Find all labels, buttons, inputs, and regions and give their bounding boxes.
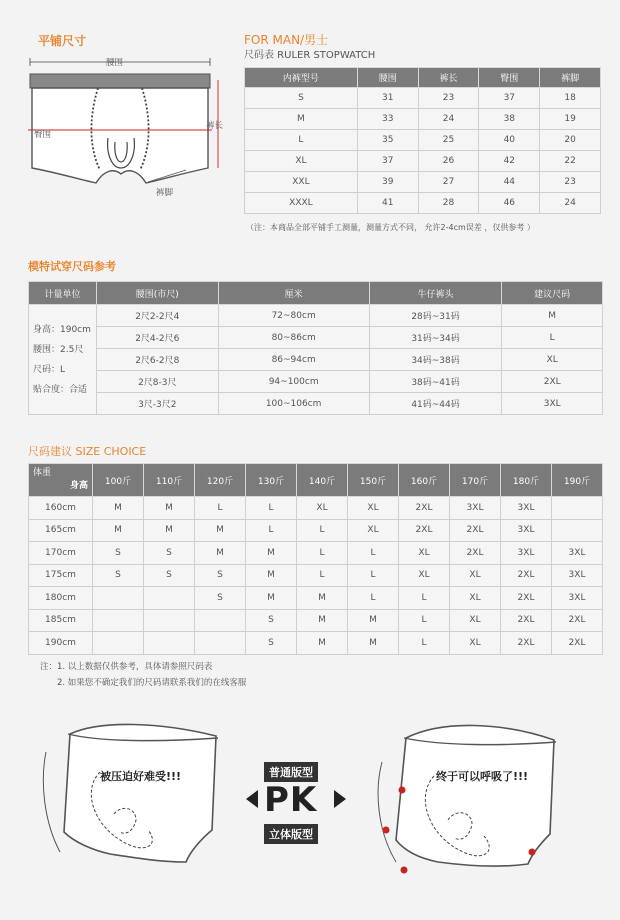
header-cn: 男士: [304, 33, 329, 47]
size-table-note: （注：本商品全部平铺手工测量，测量方式不同， 允许2-4cm误差 ，仅供参考 ）: [246, 223, 535, 232]
size-table-header: 腰围: [357, 68, 418, 88]
table-row: [245, 88, 601, 109]
size-choice-cell: S: [144, 542, 195, 565]
model-table-cell: 2尺4-2尺6: [97, 327, 219, 349]
height-cell: 170cm: [29, 542, 93, 565]
size-choice-cell: XL: [450, 632, 501, 655]
size-table-cell: 33: [357, 109, 418, 130]
size-choice-cell: [93, 609, 144, 632]
size-choice-cell: L: [348, 542, 399, 565]
size-choice-cell: L: [297, 542, 348, 565]
size-choice-cell: [144, 632, 195, 655]
size-choice-cell: 2XL: [501, 632, 552, 655]
size-choice-cell: 3XL: [450, 497, 501, 520]
size-choice-cell: L: [297, 519, 348, 542]
weight-header: 150斤: [348, 464, 399, 497]
corner-height-label: 身高: [69, 481, 88, 491]
right-arrow-icon: [334, 790, 346, 808]
weight-header: 170斤: [450, 464, 501, 497]
model-table-cell: 31码~34码: [369, 327, 502, 349]
regular-fit-text: 被压迫好难受!!!: [100, 770, 182, 783]
size-table-cell: XL: [245, 151, 358, 172]
size-table-cell: XXXL: [245, 193, 358, 214]
size-choice-cell: XL: [450, 587, 501, 610]
model-table: [28, 281, 603, 415]
regular-fit-label: 普通版型: [264, 762, 318, 782]
size-choice-cell: L: [348, 564, 399, 587]
size-table-cell: 41: [357, 193, 418, 214]
height-cell: 175cm: [29, 564, 93, 587]
table-row: [29, 542, 603, 565]
size-choice-cell: L: [195, 497, 246, 520]
size-choice-cell: [195, 632, 246, 655]
size-choice-cell: S: [93, 564, 144, 587]
size-table-cell: 18: [540, 88, 601, 109]
size-choice-cell: L: [246, 497, 297, 520]
size-table-cell: 28: [418, 193, 479, 214]
leg-label: 裤脚: [156, 188, 174, 198]
size-table-cell: 26: [418, 151, 479, 172]
model-table-cell: L: [502, 327, 603, 349]
model-info-line: 贴合度：合适: [33, 384, 88, 395]
pressure-dot: [529, 849, 536, 856]
size-choice-cell: XL: [399, 564, 450, 587]
size-table-cell: 46: [479, 193, 540, 214]
size-choice-note-1: 注：1. 以上数据仅供参考，具体请参照尺码表: [40, 662, 213, 672]
hip-label: 臀围: [34, 130, 52, 140]
model-info-line: 身高：190cm: [33, 324, 91, 335]
model-table-header: 厘米: [218, 282, 369, 305]
pressure-dot: [399, 787, 406, 794]
model-table-cell: 3XL: [502, 393, 603, 415]
model-table-header: 计量单位: [29, 282, 97, 305]
size-choice-cell: M: [144, 497, 195, 520]
size-table-cell: 42: [479, 151, 540, 172]
model-table-cell: 34码~38码: [369, 349, 502, 371]
table-row: [29, 305, 603, 327]
size-choice-cell: 3XL: [552, 542, 603, 565]
table-row: [29, 497, 603, 520]
size-choice-cell: S: [246, 609, 297, 632]
model-table-cell: 3尺-3尺2: [97, 393, 219, 415]
model-table-cell: 38码~41码: [369, 371, 502, 393]
table-row: [29, 587, 603, 610]
weight-height-corner: [29, 464, 93, 497]
size-choice-cell: 3XL: [552, 564, 603, 587]
size-choice-cell: 3XL: [501, 519, 552, 542]
model-table-cell: 72~80cm: [218, 305, 369, 327]
size-choice-cell: [93, 632, 144, 655]
model-table-cell: 2XL: [502, 371, 603, 393]
table-row: [245, 151, 601, 172]
size-choice-cell: M: [246, 542, 297, 565]
size-choice-cell: [552, 497, 603, 520]
size-table-cell: 31: [357, 88, 418, 109]
model-table-cell: 80~86cm: [218, 327, 369, 349]
table-row: [29, 349, 603, 371]
model-table-cell: 100~106cm: [218, 393, 369, 415]
model-info-cell: [29, 305, 97, 415]
size-choice-cell: L: [399, 587, 450, 610]
size-choice-cell: [93, 587, 144, 610]
3d-fit-label: 立体版型: [264, 824, 318, 844]
size-choice-cell: M: [195, 519, 246, 542]
model-table-header: 腰围(市尺): [97, 282, 219, 305]
weight-header: 140斤: [297, 464, 348, 497]
size-table-header: 臀围: [479, 68, 540, 88]
model-info-line: 尺码：L: [33, 364, 66, 375]
size-choice-cell: L: [399, 632, 450, 655]
size-table-cell: 23: [540, 172, 601, 193]
pressure-dot: [383, 827, 390, 834]
height-cell: 180cm: [29, 587, 93, 610]
table-row: [245, 172, 601, 193]
size-choice-cell: L: [348, 587, 399, 610]
size-choice-title: 尺码建议 SIZE CHOICE: [28, 445, 147, 458]
size-choice-cell: S: [195, 564, 246, 587]
table-row: [245, 109, 601, 130]
table-row: [245, 130, 601, 151]
size-choice-cell: S: [93, 542, 144, 565]
model-table-cell: 41码~44码: [369, 393, 502, 415]
size-choice-cell: L: [246, 519, 297, 542]
model-table-header: 牛仔裤头: [369, 282, 502, 305]
model-section-title: 模特试穿尺码参考: [28, 260, 116, 273]
size-choice-cell: M: [246, 587, 297, 610]
table-row: [29, 371, 603, 393]
size-choice-cell: 2XL: [450, 519, 501, 542]
size-table-cell: 35: [357, 130, 418, 151]
model-table-cell: 2尺6-2尺8: [97, 349, 219, 371]
size-table-cell: 24: [540, 193, 601, 214]
model-table-cell: XL: [502, 349, 603, 371]
weight-header: 100斤: [93, 464, 144, 497]
weight-header: 120斤: [195, 464, 246, 497]
size-table-cell: 44: [479, 172, 540, 193]
size-table-cell: 24: [418, 109, 479, 130]
size-choice-cell: [552, 519, 603, 542]
size-choice-cell: 2XL: [552, 632, 603, 655]
flat-size-title: 平铺尺寸: [38, 34, 87, 48]
size-table-cell: 40: [479, 130, 540, 151]
weight-header: 130斤: [246, 464, 297, 497]
size-table-cell: M: [245, 109, 358, 130]
size-choice-cell: [144, 587, 195, 610]
regular-fit-illustration: [40, 712, 240, 872]
size-choice-cell: S: [195, 587, 246, 610]
size-choice-cell: [144, 609, 195, 632]
table-row: [29, 327, 603, 349]
size-choice-cell: M: [195, 542, 246, 565]
table-row: [29, 609, 603, 632]
size-choice-cell: 2XL: [552, 609, 603, 632]
model-table-cell: 86~94cm: [218, 349, 369, 371]
3d-fit-text: 终于可以呼吸了!!!: [436, 770, 529, 783]
size-table-cell: 37: [357, 151, 418, 172]
weight-header: 190斤: [552, 464, 603, 497]
header-en: FOR MAN/: [244, 33, 305, 47]
height-cell: 185cm: [29, 609, 93, 632]
size-choice-cell: S: [144, 564, 195, 587]
model-table-cell: M: [502, 305, 603, 327]
size-table-cell: XXL: [245, 172, 358, 193]
size-choice-cell: M: [348, 632, 399, 655]
size-table-cell: L: [245, 130, 358, 151]
height-cell: 165cm: [29, 519, 93, 542]
size-choice-cell: 3XL: [501, 542, 552, 565]
model-table-cell: 2尺8-3尺: [97, 371, 219, 393]
size-choice-cell: XL: [450, 564, 501, 587]
size-choice-cell: L: [399, 609, 450, 632]
size-choice-cell: XL: [450, 609, 501, 632]
model-info-line: 腰围：2.5尺: [33, 344, 84, 355]
size-choice-cell: XL: [348, 497, 399, 520]
size-table-cell: 38: [479, 109, 540, 130]
weight-header: 160斤: [399, 464, 450, 497]
size-table-header: 内裤型号: [245, 68, 358, 88]
size-choice-cell: M: [348, 609, 399, 632]
height-cell: 160cm: [29, 497, 93, 520]
size-table-cell: 39: [357, 172, 418, 193]
size-table-header: 裤长: [418, 68, 479, 88]
size-table-cell: 22: [540, 151, 601, 172]
size-choice-cell: 2XL: [399, 519, 450, 542]
size-choice-cell: 2XL: [399, 497, 450, 520]
size-choice-cell: M: [297, 609, 348, 632]
size-choice-cell: M: [144, 519, 195, 542]
size-table-cell: 27: [418, 172, 479, 193]
size-choice-cell: 2XL: [501, 609, 552, 632]
table-row: [29, 519, 603, 542]
briefs-flat-diagram: [18, 50, 238, 200]
header-subtitle: 尺码表 RULER STOPWATCH: [244, 50, 376, 61]
weight-header: 180斤: [501, 464, 552, 497]
weight-header: 110斤: [144, 464, 195, 497]
height-cell: 190cm: [29, 632, 93, 655]
size-table-cell: 25: [418, 130, 479, 151]
size-choice-cell: 2XL: [450, 542, 501, 565]
size-choice-cell: M: [93, 497, 144, 520]
table-row: [29, 632, 603, 655]
length-label: 裤长: [206, 121, 224, 131]
corner-weight-label: 体重: [33, 468, 52, 478]
size-choice-table: [28, 463, 603, 655]
size-table-cell: S: [245, 88, 358, 109]
model-table-header: 建议尺码: [502, 282, 603, 305]
model-table-cell: 2尺2-2尺4: [97, 305, 219, 327]
size-choice-cell: 3XL: [501, 497, 552, 520]
size-choice-cell: 2XL: [501, 564, 552, 587]
table-row: [29, 564, 603, 587]
size-choice-cell: 3XL: [552, 587, 603, 610]
waist-label: 腰围: [106, 58, 124, 68]
size-choice-cell: XL: [297, 497, 348, 520]
size-table-header: 裤脚: [540, 68, 601, 88]
size-choice-cell: 2XL: [501, 587, 552, 610]
size-choice-cell: XL: [348, 519, 399, 542]
size-choice-cell: [195, 609, 246, 632]
left-arrow-icon: [246, 790, 258, 808]
size-choice-cell: L: [297, 564, 348, 587]
size-table-cell: 19: [540, 109, 601, 130]
size-choice-cell: XL: [399, 542, 450, 565]
model-table-cell: 28码~31码: [369, 305, 502, 327]
size-choice-note-2: 2. 如果您不确定我们的尺码请联系我们的在线客服: [57, 678, 247, 688]
size-table: [244, 67, 601, 214]
pk-text: PK: [264, 780, 318, 820]
3d-fit-illustration: [372, 712, 572, 884]
size-choice-cell: M: [93, 519, 144, 542]
table-row: [29, 393, 603, 415]
pressure-dot: [401, 867, 408, 874]
model-table-cell: 94~100cm: [218, 371, 369, 393]
table-row: [245, 193, 601, 214]
size-table-cell: 23: [418, 88, 479, 109]
size-choice-cell: S: [246, 632, 297, 655]
size-table-cell: 20: [540, 130, 601, 151]
size-choice-cell: M: [297, 587, 348, 610]
size-choice-cell: M: [297, 632, 348, 655]
size-table-cell: 37: [479, 88, 540, 109]
size-choice-cell: M: [246, 564, 297, 587]
